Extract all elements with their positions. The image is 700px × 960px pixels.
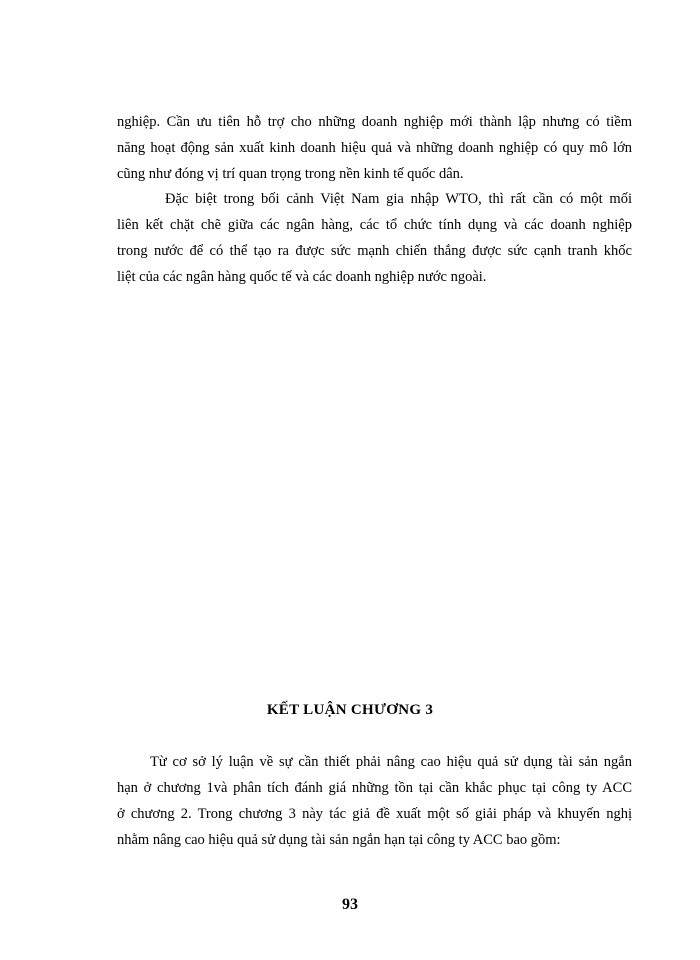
paragraph-1-line-3: cũng như đóng vị trí quan trọng trong nền kinh tế quốc dân. [117,166,464,182]
paragraph-2-line-2: liên kết chặt chẽ giữa các ngân hàng, các tổ chức tính dụng và các doanh nghiệp [117,217,632,233]
paragraph-2-line-3: trong nước để có thể tạo ra được sức mạnh chiến thắng được sức cạnh tranh khốc [117,243,632,259]
section-heading: KẾT LUẬN CHƯƠNG 3 [266,702,434,718]
paragraph-1-line-1: nghiệp. Cần ưu tiên hỗ trợ cho những doanh nghiệp mới thành lập nhưng có tiềm [117,114,632,130]
paragraph-3-line-4: nhằm nâng cao hiệu quả sử dụng tài sản ngắn hạn tại công ty ACC bao gồm: [117,832,561,848]
paragraph-1-line-2: năng hoạt động sản xuất kinh doanh hiệu quả và những doanh nghiệp có quy mô lớn [117,140,632,156]
paragraph-2-line-1: Đặc biệt trong bối cảnh Việt Nam gia nhập WTO, thì rất cần có một mối [165,191,632,207]
paragraph-2-line-4: liệt của các ngân hàng quốc tế và các doanh nghiệp nước ngoài. [117,269,487,285]
paragraph-3-line-3: ở chương 2. Trong chương 3 này tác giả đề xuất một số giải pháp và khuyến nghị [117,806,632,822]
page-number: 93 [342,896,358,913]
paragraph-3-line-1: Từ cơ sở lý luận về sự cần thiết phải nâng cao hiệu quả sử dụng tài sản ngắn [150,754,632,770]
paragraph-3-line-2: hạn ở chương 1và phân tích đánh giá những tồn tại cần khắc phục tại công ty ACC [117,780,632,796]
